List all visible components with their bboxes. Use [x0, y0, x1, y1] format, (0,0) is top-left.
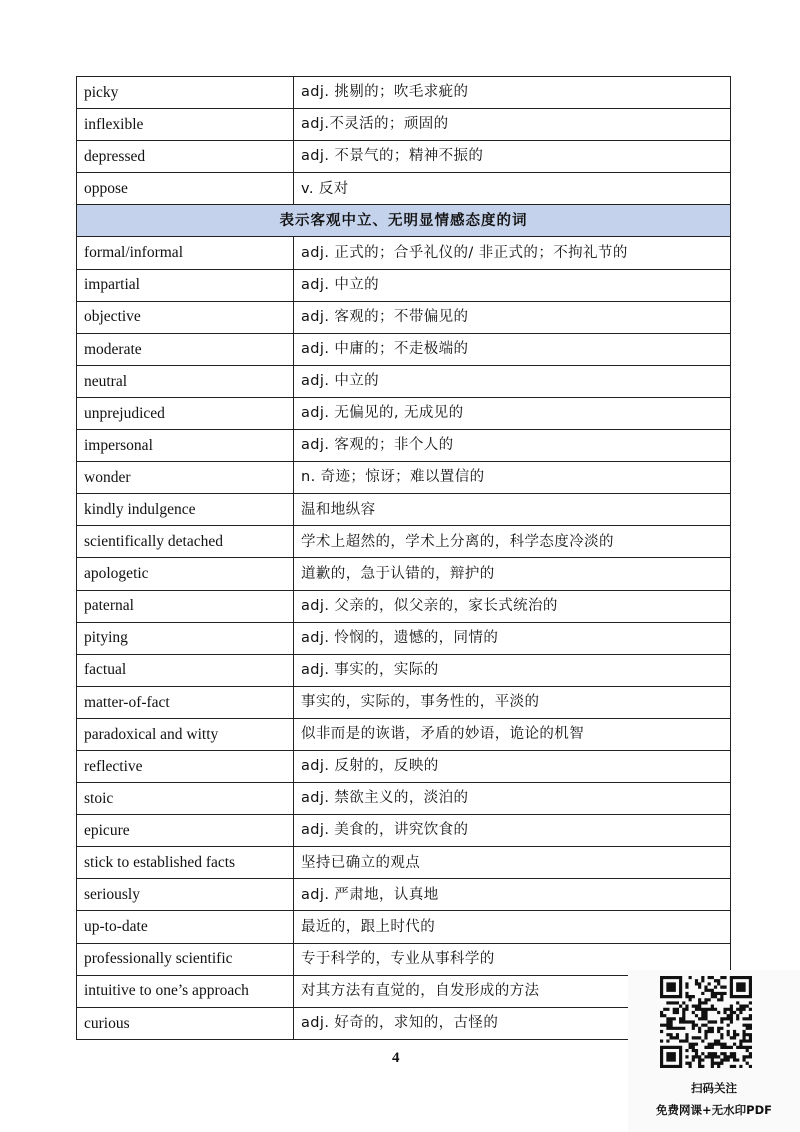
definition-cell: adj. 严肃地，认真地	[294, 879, 731, 911]
table-row	[77, 718, 731, 750]
promo-box	[628, 970, 800, 1132]
term-cell: apologetic	[77, 558, 294, 590]
table-row	[77, 462, 731, 494]
vocabulary-table	[76, 76, 731, 1040]
table-row	[77, 430, 731, 462]
term-cell: paradoxical and witty	[77, 718, 294, 750]
promo-line-offer: 免费网课+无水印PDF	[656, 1103, 772, 1117]
definition-cell: adj. 怜悯的，遗憾的，同情的	[294, 622, 731, 654]
term-cell: curious	[77, 1007, 294, 1039]
term-cell: moderate	[77, 333, 294, 365]
definition-cell: 坚持已确立的观点	[294, 847, 731, 879]
table-row	[77, 109, 731, 141]
table-row	[77, 879, 731, 911]
definition-cell: adj. 中立的	[294, 365, 731, 397]
definition-cell: adj. 美食的，讲究饮食的	[294, 815, 731, 847]
definition-cell: adj.不灵活的；顽固的	[294, 109, 731, 141]
table-row	[77, 141, 731, 173]
definition-cell: 道歉的，急于认错的，辩护的	[294, 558, 731, 590]
page-number: 4	[392, 1050, 400, 1066]
term-cell: factual	[77, 654, 294, 686]
qr-code-icon[interactable]	[660, 976, 752, 1068]
term-cell: matter-of-fact	[77, 686, 294, 718]
table-row	[77, 911, 731, 943]
table-row	[77, 397, 731, 429]
table-row	[77, 622, 731, 654]
definition-cell: adj. 无偏见的, 无成见的	[294, 397, 731, 429]
table-row	[77, 494, 731, 526]
definition-cell: n. 奇迹；惊讶；难以置信的	[294, 462, 731, 494]
definition-cell: 学术上超然的，学术上分离的，科学态度冷淡的	[294, 526, 731, 558]
definition-cell: adj. 客观的；不带偏见的	[294, 301, 731, 333]
term-cell: seriously	[77, 879, 294, 911]
table-row	[77, 526, 731, 558]
term-cell: unprejudiced	[77, 397, 294, 429]
table-row	[77, 237, 731, 269]
definition-cell: adj. 事实的，实际的	[294, 654, 731, 686]
term-cell: scientifically detached	[77, 526, 294, 558]
table-row	[77, 686, 731, 718]
definition-cell: adj. 客观的；非个人的	[294, 430, 731, 462]
term-cell: stick to established facts	[77, 847, 294, 879]
term-cell: intuitive to one’s approach	[77, 975, 294, 1007]
table-row	[77, 847, 731, 879]
definition-cell: adj. 挑剔的；吹毛求疵的	[294, 77, 731, 109]
definition-cell: adj. 中立的	[294, 269, 731, 301]
term-cell: neutral	[77, 365, 294, 397]
term-cell: depressed	[77, 141, 294, 173]
table-row	[77, 333, 731, 365]
term-cell: impartial	[77, 269, 294, 301]
term-cell: stoic	[77, 783, 294, 815]
definition-cell: adj. 正式的；合乎礼仪的/ 非正式的；不拘礼节的	[294, 237, 731, 269]
definition-cell: 似非而是的诙谐，矛盾的妙语，诡论的机智	[294, 718, 731, 750]
table-row	[77, 301, 731, 333]
term-cell: objective	[77, 301, 294, 333]
definition-cell: 最近的，跟上时代的	[294, 911, 731, 943]
term-cell: pitying	[77, 622, 294, 654]
table-row	[77, 590, 731, 622]
definition-cell: adj. 父亲的，似父亲的，家长式统治的	[294, 590, 731, 622]
term-cell: up-to-date	[77, 911, 294, 943]
term-cell: epicure	[77, 815, 294, 847]
term-cell: paternal	[77, 590, 294, 622]
term-cell: formal/informal	[77, 237, 294, 269]
definition-cell: 专于科学的，专业从事科学的	[294, 943, 731, 975]
term-cell: picky	[77, 77, 294, 109]
section-title: 表示客观中立、无明显情感态度的词	[77, 205, 731, 237]
table-row	[77, 654, 731, 686]
definition-cell: 对其方法有直觉的，自发形成的方法	[294, 975, 731, 1007]
definition-cell: v. 反对	[294, 173, 731, 205]
term-cell: wonder	[77, 462, 294, 494]
definition-cell: adj. 禁欲主义的，淡泊的	[294, 783, 731, 815]
table-row	[77, 750, 731, 782]
table-row	[77, 173, 731, 205]
table-row	[77, 365, 731, 397]
definition-cell: adj. 反射的，反映的	[294, 750, 731, 782]
definition-cell: adj. 中庸的；不走极端的	[294, 333, 731, 365]
promo-line-follow: 扫码关注	[691, 1081, 737, 1095]
term-cell: professionally scientific	[77, 943, 294, 975]
definition-cell: 事实的，实际的，事务性的，平淡的	[294, 686, 731, 718]
definition-cell: 温和地纵容	[294, 494, 731, 526]
section-header-row	[77, 205, 731, 237]
table-row	[77, 815, 731, 847]
term-cell: impersonal	[77, 430, 294, 462]
table-row	[77, 269, 731, 301]
definition-cell: adj. 不景气的；精神不振的	[294, 141, 731, 173]
term-cell: reflective	[77, 750, 294, 782]
term-cell: kindly indulgence	[77, 494, 294, 526]
table-row	[77, 783, 731, 815]
definition-cell: adj. 好奇的，求知的，古怪的	[294, 1007, 731, 1039]
term-cell: oppose	[77, 173, 294, 205]
term-cell: inflexible	[77, 109, 294, 141]
table-row	[77, 558, 731, 590]
table-row	[77, 77, 731, 109]
